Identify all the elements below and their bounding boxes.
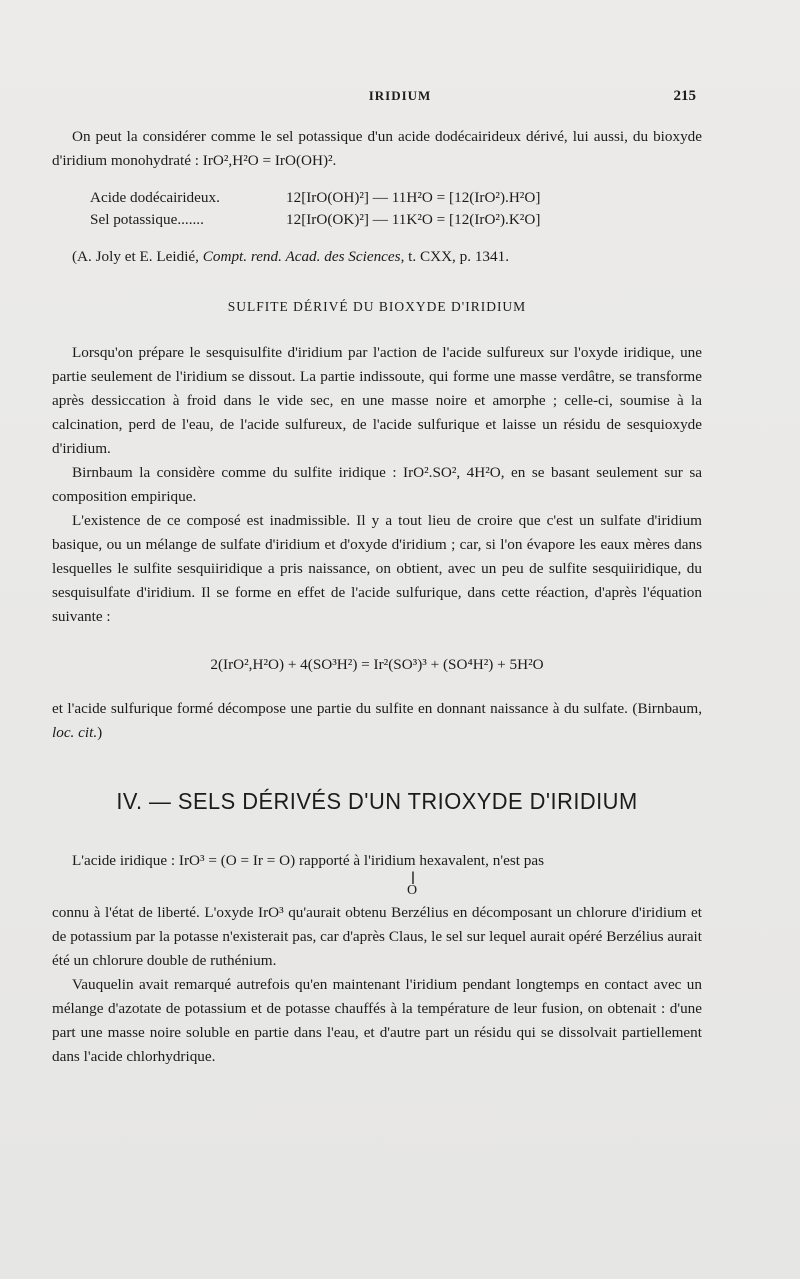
page-content bbox=[52, 125, 702, 1069]
citation: loc. cit. bbox=[52, 724, 98, 741]
page-number: 215 bbox=[673, 88, 696, 104]
equation-name: Acide dodécairideux. bbox=[90, 189, 220, 206]
bibliographic-reference bbox=[52, 245, 702, 269]
equation-formula: 12[IrO(OK)²] — 11K²O = [12(IrO²).K²O] bbox=[286, 211, 541, 228]
iridique-formula-block bbox=[52, 849, 702, 901]
oxygen-atom: O bbox=[406, 883, 418, 898]
reference-authors: (A. Joly et E. Leidié, bbox=[72, 248, 203, 265]
oxo-substituent bbox=[402, 871, 422, 897]
equation-row bbox=[90, 187, 702, 209]
equation-row bbox=[90, 209, 702, 231]
subheading-sulfite: SULFITE DÉRIVÉ DU BIOXYDE D'IRIDIUM bbox=[227, 299, 527, 314]
intro-paragraph: On peut la considérer comme le sel potassique d'un acide dodécairideux dérivé, lui aussi, du bioxyde d'iridium monohydraté : IrO²,H²O = IrO(OH)². bbox=[52, 128, 702, 169]
double-bond-mark: || bbox=[411, 870, 413, 885]
section-heading: IV. — SELS DÉRIVÉS D'UN TRIOXYDE D'IRIDIUM bbox=[116, 788, 638, 814]
paragraph: Birnbaum la considère comme du sulfite iridique : IrO².SO², 4H²O, en se basant seulement sur sa composition empirique. bbox=[52, 464, 702, 505]
paragraph-after-equation bbox=[52, 697, 702, 745]
reference-journal: Compt. rend. Acad. des Sciences bbox=[202, 248, 401, 265]
paragraph: connu à l'état de liberté. L'oxyde IrO³ qu'aurait obtenu Berzélius en décomposant un chlorure d'iridium et de potassium par la potasse n'existerait pas, car d'après Claus, le sel sur lequel aurait opéré Berzélius aurait été un chlorure double de ruthénium. bbox=[52, 904, 702, 969]
page-header bbox=[0, 88, 800, 108]
reaction-equation: 2(IrO²,H²O) + 4(SO³H²) = Ir²(SO³)³ + (SO⁴H²) + 5H²O bbox=[210, 656, 544, 673]
reference-volume: , t. CXX, p. 1341. bbox=[400, 248, 510, 265]
paragraph: Vauquelin avait remarqué autrefois qu'en maintenant l'iridium pendant longtemps en contact avec un mélange d'azotate de potassium et de potasse chauffés à la température de leur fusion, on obtenait : d'une part une masse noire soluble en partie dans l'eau, et d'autre part un résidu qui se dissolvait partiellement dans l'acide chlorhydrique. bbox=[52, 976, 702, 1065]
paragraph-text: et l'acide sulfurique formé décompose une partie du sulfite en donnant naissance à du sulfate. (Birnbaum, bbox=[52, 700, 702, 717]
equation-formula: 12[IrO(OH)²] — 11H²O = [12(IrO²).H²O] bbox=[286, 189, 541, 206]
paragraph: Lorsqu'on prépare le sesquisulfite d'iridium par l'action de l'acide sulfureux sur l'oxyde iridique, une partie seulement de l'iridium se dissout. La partie indissoute, qui forme une masse verdâtre, se transforme après dessiccation à froid dans le vide sec, en une masse noire et amorphe ; celle-ci, soumise à la calcination, perd de l'eau, de l'acide sulfureux, de l'acide sulfurique et laisse un résidu de sesquioxyde d'iridium. bbox=[52, 344, 702, 457]
iridique-line: L'acide iridique : IrO³ = (O = Ir = O) rapporté à l'iridium hexavalent, n'est pas bbox=[72, 852, 544, 869]
paragraph-end: ) bbox=[97, 724, 103, 741]
paragraph: L'existence de ce composé est inadmissible. Il y a tout lieu de croire que c'est un sulfate d'iridium basique, ou un mélange de sulfate d'iridium et d'oxyde d'iridium ; car, si l'on évapore les eaux mères dans lesquelles le sulfite sesquiiridique a pris naissance, on obtient, avec un peu de sulfite sesquiiridique, du sesquisulfate d'iridium. Il se forme en effet de l'acide sulfurique, dans cette réaction, d'après l'équation suivante : bbox=[52, 512, 702, 625]
running-title: IRIDIUM bbox=[368, 88, 432, 103]
equations-table bbox=[90, 187, 702, 231]
equation-name: Sel potassique....... bbox=[90, 211, 204, 228]
